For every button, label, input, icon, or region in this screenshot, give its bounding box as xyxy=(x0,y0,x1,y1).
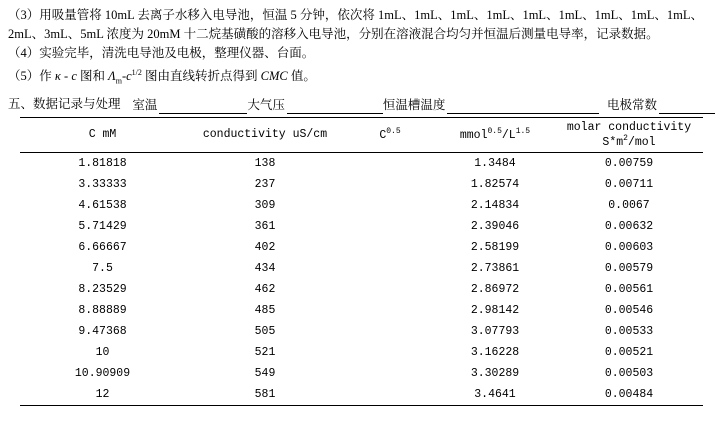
cell-conductivity: 581 xyxy=(185,384,345,406)
condition-room-temperature xyxy=(132,96,247,114)
units-mmol-tail-exponent: 1.5 xyxy=(515,127,531,137)
cell-molar-conductivity: 0.00546 xyxy=(604,304,654,318)
column-header-conductivity: conductivity uS/cm xyxy=(185,117,345,153)
cell-conductivity: 462 xyxy=(254,283,276,297)
cell-c-sqrt-value: 1.3484 xyxy=(474,157,516,171)
cell-concentration: 8.88889 xyxy=(78,304,127,318)
step5-dash1: - xyxy=(60,69,72,84)
step5-c2: c xyxy=(126,69,132,84)
molar-conductivity-tail: /mol xyxy=(627,135,656,149)
cell-conductivity: 434 xyxy=(254,262,276,276)
molar-conductivity-base: molar conductivity S*m xyxy=(566,120,692,149)
cell-c-sqrt-value: 1.82574 xyxy=(470,178,520,192)
cell-conductivity: 309 xyxy=(254,199,276,213)
cell-conductivity: 361 xyxy=(254,220,276,234)
cell-concentration: 10 xyxy=(95,346,110,360)
column-header-concentration: C mM xyxy=(20,117,185,153)
table-row xyxy=(20,279,703,300)
condition-blank-atmospheric-pressure[interactable] xyxy=(287,100,383,114)
cell-molar-conductivity: 0.00503 xyxy=(604,367,654,381)
procedure-step-5 xyxy=(0,63,723,91)
cell-conductivity: 485 xyxy=(254,304,276,318)
cell-concentration: 9.47368 xyxy=(78,325,127,339)
cell-c-sqrt-value: 3.16228 xyxy=(470,346,520,360)
cell-molar-conductivity: 0.00484 xyxy=(555,384,703,406)
table-row xyxy=(20,237,703,258)
step5-c2-exponent: 1/2 xyxy=(131,68,142,77)
table-header-row xyxy=(20,117,703,153)
step5-lambda-sub: m xyxy=(115,76,122,86)
cell-c-sqrt xyxy=(345,279,435,300)
procedure-step-3-line-2: 2mL、3mL、5mL 浓度为 20mM 十二烷基磺酸的溶移入电导池，分别在溶液混合均匀并恒温后测量电导率，记录数据。 xyxy=(8,27,659,41)
cell-concentration: 12 xyxy=(20,384,185,406)
cell-conductivity: 505 xyxy=(254,325,276,339)
units-mmol-tail: /L xyxy=(501,128,516,142)
molar-conductivity-exponent: 2 xyxy=(623,133,628,143)
table-row xyxy=(20,342,703,363)
cell-c-sqrt xyxy=(345,258,435,279)
cell-c-sqrt-value: 3.07793 xyxy=(470,325,520,339)
cell-concentration: 6.66667 xyxy=(78,241,127,255)
cell-concentration: 1.81818 xyxy=(78,157,127,171)
cell-concentration: 3.33333 xyxy=(78,178,127,192)
measurement-table xyxy=(20,117,703,407)
column-header-c-sqrt-base: C xyxy=(379,128,387,142)
cell-concentration: 7.5 xyxy=(92,262,113,276)
condition-atmospheric-pressure xyxy=(247,96,383,114)
cell-conductivity: 549 xyxy=(254,367,276,381)
step5-lambda: Λ xyxy=(108,69,116,84)
cell-molar-conductivity: 0.0067 xyxy=(608,199,650,213)
condition-label-electrode-constant: 电极常数 xyxy=(606,97,657,112)
section-heading: 五、数据记录与处理 xyxy=(8,96,121,111)
procedure-paragraphs xyxy=(0,0,723,91)
cell-c-sqrt-value: 2.73861 xyxy=(470,262,520,276)
cell-concentration: 10.90909 xyxy=(74,367,131,381)
cell-c-sqrt-value: 2.58199 xyxy=(470,241,520,255)
cell-c-sqrt xyxy=(345,384,435,406)
cell-conductivity: 138 xyxy=(254,157,276,171)
step5-kappa: κ xyxy=(54,69,61,84)
cell-c-sqrt xyxy=(345,342,435,363)
cell-c-sqrt-value: 2.14834 xyxy=(470,199,520,213)
units-mmol-exponent: 0.5 xyxy=(487,127,502,137)
units-mmol-base: mmol xyxy=(459,128,488,142)
cell-molar-conductivity: 0.00521 xyxy=(604,346,654,360)
condition-label-room-temperature: 室温 xyxy=(132,97,158,112)
table-row xyxy=(20,195,703,216)
step5-suffix: 图由直线转折点得到 xyxy=(141,69,261,84)
cell-concentration: 8.23529 xyxy=(78,283,127,297)
table-row xyxy=(20,258,703,279)
cell-molar-conductivity: 0.00759 xyxy=(604,157,654,171)
table-row xyxy=(20,363,703,384)
table-row xyxy=(20,174,703,195)
step5-dash2: - xyxy=(121,69,127,84)
cell-c-sqrt xyxy=(345,237,435,258)
cell-conductivity: 521 xyxy=(254,346,276,360)
data-section-header-row xyxy=(0,91,723,114)
cell-c-sqrt-value: 3.4641 xyxy=(435,384,555,406)
procedure-step-3-line-1: （3）用吸量管将 10mL 去离子水移入电导池，恒温 5 分钟，依次将 1mL、1mL、1mL、1mL、1mL、1mL、1mL、1mL、1mL、 xyxy=(8,8,703,22)
table-row xyxy=(20,216,703,237)
procedure-step-4: （4）实验完毕，清洗电导池及电极，整理仪器、台面。 xyxy=(8,46,315,60)
cell-conductivity: 402 xyxy=(254,241,276,255)
cell-conductivity: 237 xyxy=(254,178,276,192)
table-row xyxy=(20,321,703,342)
step5-prefix: （5）作 xyxy=(8,69,55,84)
cell-concentration: 5.71429 xyxy=(78,220,127,234)
cell-c-sqrt xyxy=(345,300,435,321)
cell-molar-conductivity: 0.00579 xyxy=(604,262,654,276)
cell-c-sqrt xyxy=(345,174,435,195)
table-row xyxy=(20,153,703,175)
condition-bath-temperature xyxy=(383,96,600,114)
column-header-c-sqrt-exponent: 0.5 xyxy=(386,127,401,137)
step5-mid: 图和 xyxy=(76,69,109,84)
cell-c-sqrt xyxy=(345,321,435,342)
step5-cmc: CMC xyxy=(260,69,288,84)
step5-c1: c xyxy=(71,69,77,84)
cell-c-sqrt-value: 3.30289 xyxy=(470,367,520,381)
table-row xyxy=(20,384,703,406)
cell-molar-conductivity: 0.00533 xyxy=(604,325,654,339)
condition-label-bath-temperature: 恒温槽温度 xyxy=(382,97,446,112)
condition-blank-bath-temperature[interactable] xyxy=(447,100,599,114)
column-header-molar-conductivity xyxy=(555,117,703,153)
table-row xyxy=(20,300,703,321)
table-header xyxy=(20,117,703,153)
table-body xyxy=(20,153,703,406)
cell-c-sqrt xyxy=(345,153,435,175)
condition-label-atmospheric-pressure: 大气压 xyxy=(247,97,285,112)
cell-c-sqrt-value: 2.86972 xyxy=(470,283,520,297)
cell-molar-conductivity: 0.00711 xyxy=(604,178,654,192)
column-header-c-sqrt xyxy=(345,117,435,153)
step5-end: 值。 xyxy=(287,69,316,84)
condition-electrode-constant xyxy=(607,96,715,114)
column-header-units-mmol xyxy=(435,117,555,153)
cell-c-sqrt xyxy=(345,195,435,216)
cell-c-sqrt xyxy=(345,216,435,237)
cell-concentration: 4.61538 xyxy=(78,199,127,213)
cell-molar-conductivity: 0.00603 xyxy=(604,241,654,255)
condition-blank-room-temperature[interactable] xyxy=(159,100,247,114)
cell-c-sqrt-value: 2.39046 xyxy=(470,220,520,234)
condition-blank-electrode-constant[interactable] xyxy=(659,100,715,114)
cell-c-sqrt xyxy=(345,363,435,384)
cell-molar-conductivity: 0.00632 xyxy=(604,220,654,234)
cell-c-sqrt-value: 2.98142 xyxy=(470,304,520,318)
cell-molar-conductivity: 0.00561 xyxy=(604,283,654,297)
